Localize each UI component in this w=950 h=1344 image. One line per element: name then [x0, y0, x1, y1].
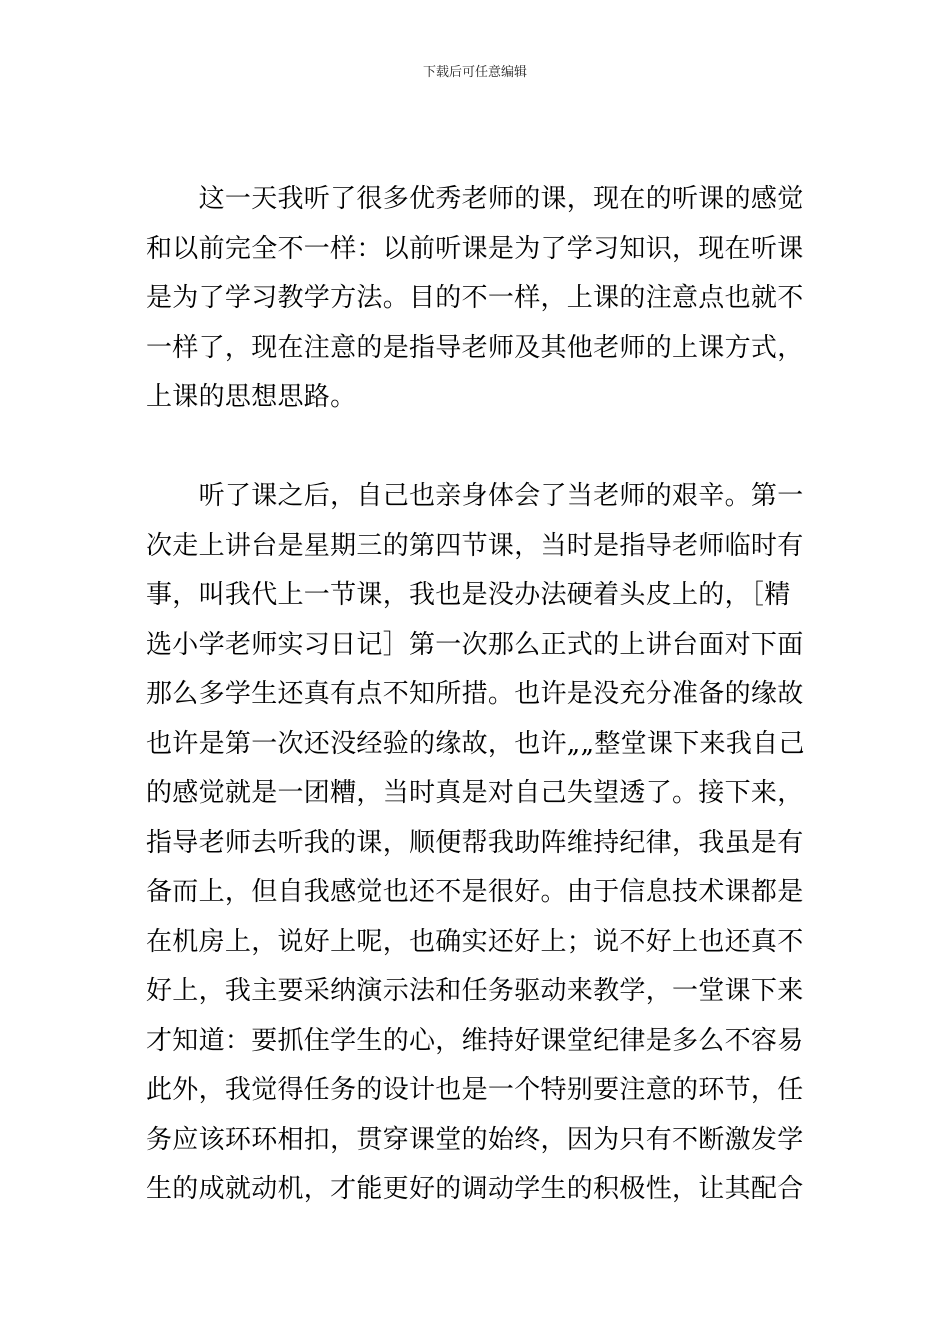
paragraph-line: 备而上，但自我感觉也还不是很好。由于信息技术课都是	[146, 877, 804, 907]
paragraph-line: 选小学老师实习日记］第一次那么正式的上讲台面对下面	[146, 629, 804, 660]
paragraph-line: 的感觉就是一团糟，当时真是对自己失望透了。接下来，	[146, 778, 804, 808]
paragraph-line: 生的成就动机，才能更好的调动学生的积极性，让其配合	[146, 1174, 804, 1204]
paragraph-line: 那么多学生还真有点不知所措。也许是没充分准备的缘故	[146, 679, 804, 709]
paragraph-line: 也许是第一次还没经验的缘故，也许„„整堂课下来我自己	[146, 728, 805, 759]
paragraph-1	[146, 175, 810, 423]
paragraph-line: 是为了学习教学方法。目的不一样，上课的注意点也就不	[146, 283, 804, 313]
paragraph-line: 好上，我主要采纳演示法和任务驱动来教学，一堂课下来	[146, 976, 804, 1006]
paragraph-line: 上课的思想思路。	[146, 382, 357, 412]
paragraph-line: 听了课之后，自己也亲身体会了当老师的艰辛。第一	[146, 481, 804, 511]
paragraph-line: 指导老师去听我的课，顺便帮我助阵维持纪律，我虽是有	[146, 827, 804, 858]
page-header-note: 下载后可任意编辑	[422, 65, 527, 80]
paragraph-line: 务应该环环相扣，贯穿课堂的始终，因为只有不断激发学	[146, 1124, 804, 1155]
paragraph-line: 才知道：要抓住学生的心，维持好课堂纪律是多么不容易	[146, 1025, 804, 1056]
paragraph-line: 事，叫我代上一节课，我也是没办法硬着头皮上的，［精	[146, 580, 791, 610]
paragraph-line: 和以前完全不一样：以前听课是为了学习知识，现在听课	[146, 233, 804, 264]
paragraph-line: 此外，我觉得任务的设计也是一个特别要注意的环节，任	[146, 1075, 804, 1105]
paragraph-2	[146, 472, 810, 1215]
paragraph-line: 这一天我听了很多优秀老师的课，现在的听课的感觉	[146, 184, 804, 214]
paragraph-line: 一样了，现在注意的是指导老师及其他老师的上课方式，	[146, 332, 804, 363]
paragraph-line: 在机房上，说好上呢，也确实还好上；说不好上也还真不	[146, 926, 804, 957]
paragraph-line: 次走上讲台是星期三的第四节课，当时是指导老师临时有	[146, 530, 804, 561]
